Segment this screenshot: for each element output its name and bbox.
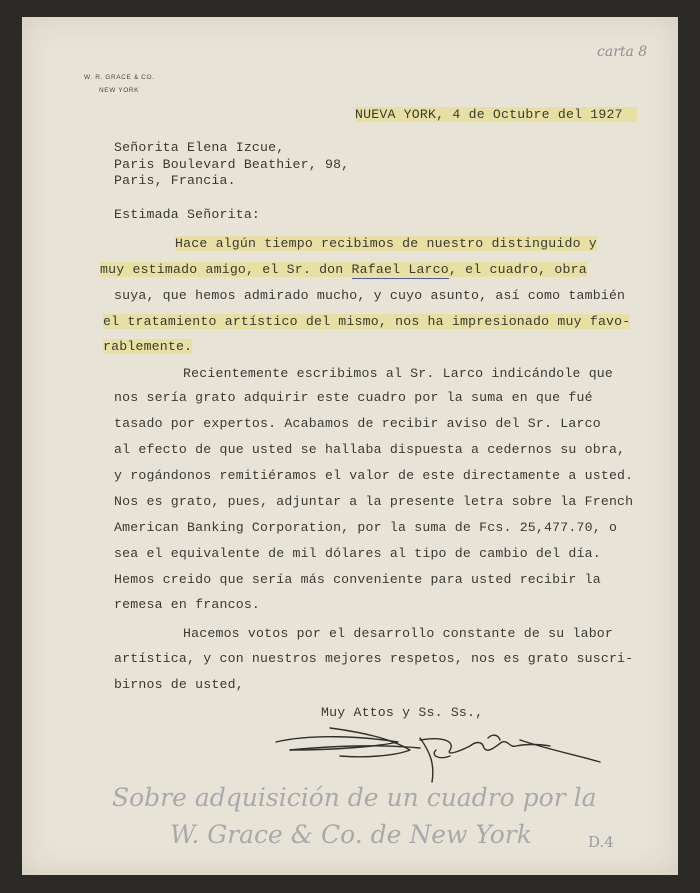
paragraph-2-line-6: Nos es grato, pues, adjuntar a la presente letra sobre la French: [114, 494, 634, 509]
signature-image: [270, 720, 610, 790]
paragraph-1-line-2: muy estimado amigo, el Sr. don Rafael Larco, el cuadro, obra: [100, 262, 587, 277]
paragraph-2-line-3: tasado por expertos. Acabamos de recibir aviso del Sr. Larco: [114, 416, 601, 431]
letterhead-company: W. R. GRACE & CO.: [84, 74, 155, 81]
recipient-line-1: Señorita Elena Izcue,: [114, 140, 285, 155]
paragraph-2-line-7: American Banking Corporation, por la suma de Fcs. 25,477.70, o: [114, 520, 618, 535]
paragraph-1-line-4: el tratamiento artístico del mismo, nos ha impresionado muy favo-: [103, 314, 631, 329]
recipient-line-2: Paris Boulevard Beathier, 98,: [114, 157, 350, 172]
paragraph-3-line-2: artística, y con nuestros mejores respetos, nos es grato suscri-: [114, 651, 634, 666]
letterhead-city: NEW YORK: [99, 87, 140, 94]
date-line: NUEVA YORK, 4 de Octubre del 1927: [355, 107, 637, 122]
archive-note: carta 8: [597, 44, 648, 60]
paragraph-2-line-8: sea el equivalente de mil dólares al tipo de cambio del día.: [114, 546, 601, 561]
name-underline: Rafael Larco: [351, 262, 449, 277]
paragraph-2-line-1: Recientemente escribimos al Sr. Larco indicándole que: [183, 366, 614, 381]
paragraph-2-line-2: nos sería grato adquirir este cuadro por la suma en que fué: [114, 390, 593, 405]
corner-mark: D.4: [588, 833, 614, 851]
paragraph-3-line-3: birnos de usted,: [114, 677, 244, 692]
paragraph-2-line-10: remesa en francos.: [114, 597, 261, 612]
salutation: Estimada Señorita:: [114, 207, 261, 222]
paragraph-1-line-1: Hace algún tiempo recibimos de nuestro distinguido y: [175, 236, 597, 251]
paragraph-3-line-1: Hacemos votos por el desarrollo constante de su labor: [183, 626, 614, 641]
pencil-note-line-1: Sobre adquisición de un cuadro por la: [112, 783, 597, 812]
pencil-note-line-2: W. Grace & Co. de New York: [170, 820, 532, 849]
paragraph-2-line-9: Hemos creido que sería más conveniente para usted recibir la: [114, 572, 601, 587]
paragraph-1-line-5: rablemente.: [103, 339, 193, 354]
paragraph-2-line-4: al efecto de que usted se hallaba dispuesta a cedernos su obra,: [114, 442, 626, 457]
recipient-line-3: Paris, Francia.: [114, 173, 236, 188]
closing: Muy Attos y Ss. Ss.,: [321, 705, 484, 720]
paragraph-1-line-3: suya, que hemos admirado mucho, y cuyo asunto, así como también: [114, 288, 626, 303]
paragraph-2-line-5: y rogándonos remitiéramos el valor de este directamente a usted.: [114, 468, 634, 483]
